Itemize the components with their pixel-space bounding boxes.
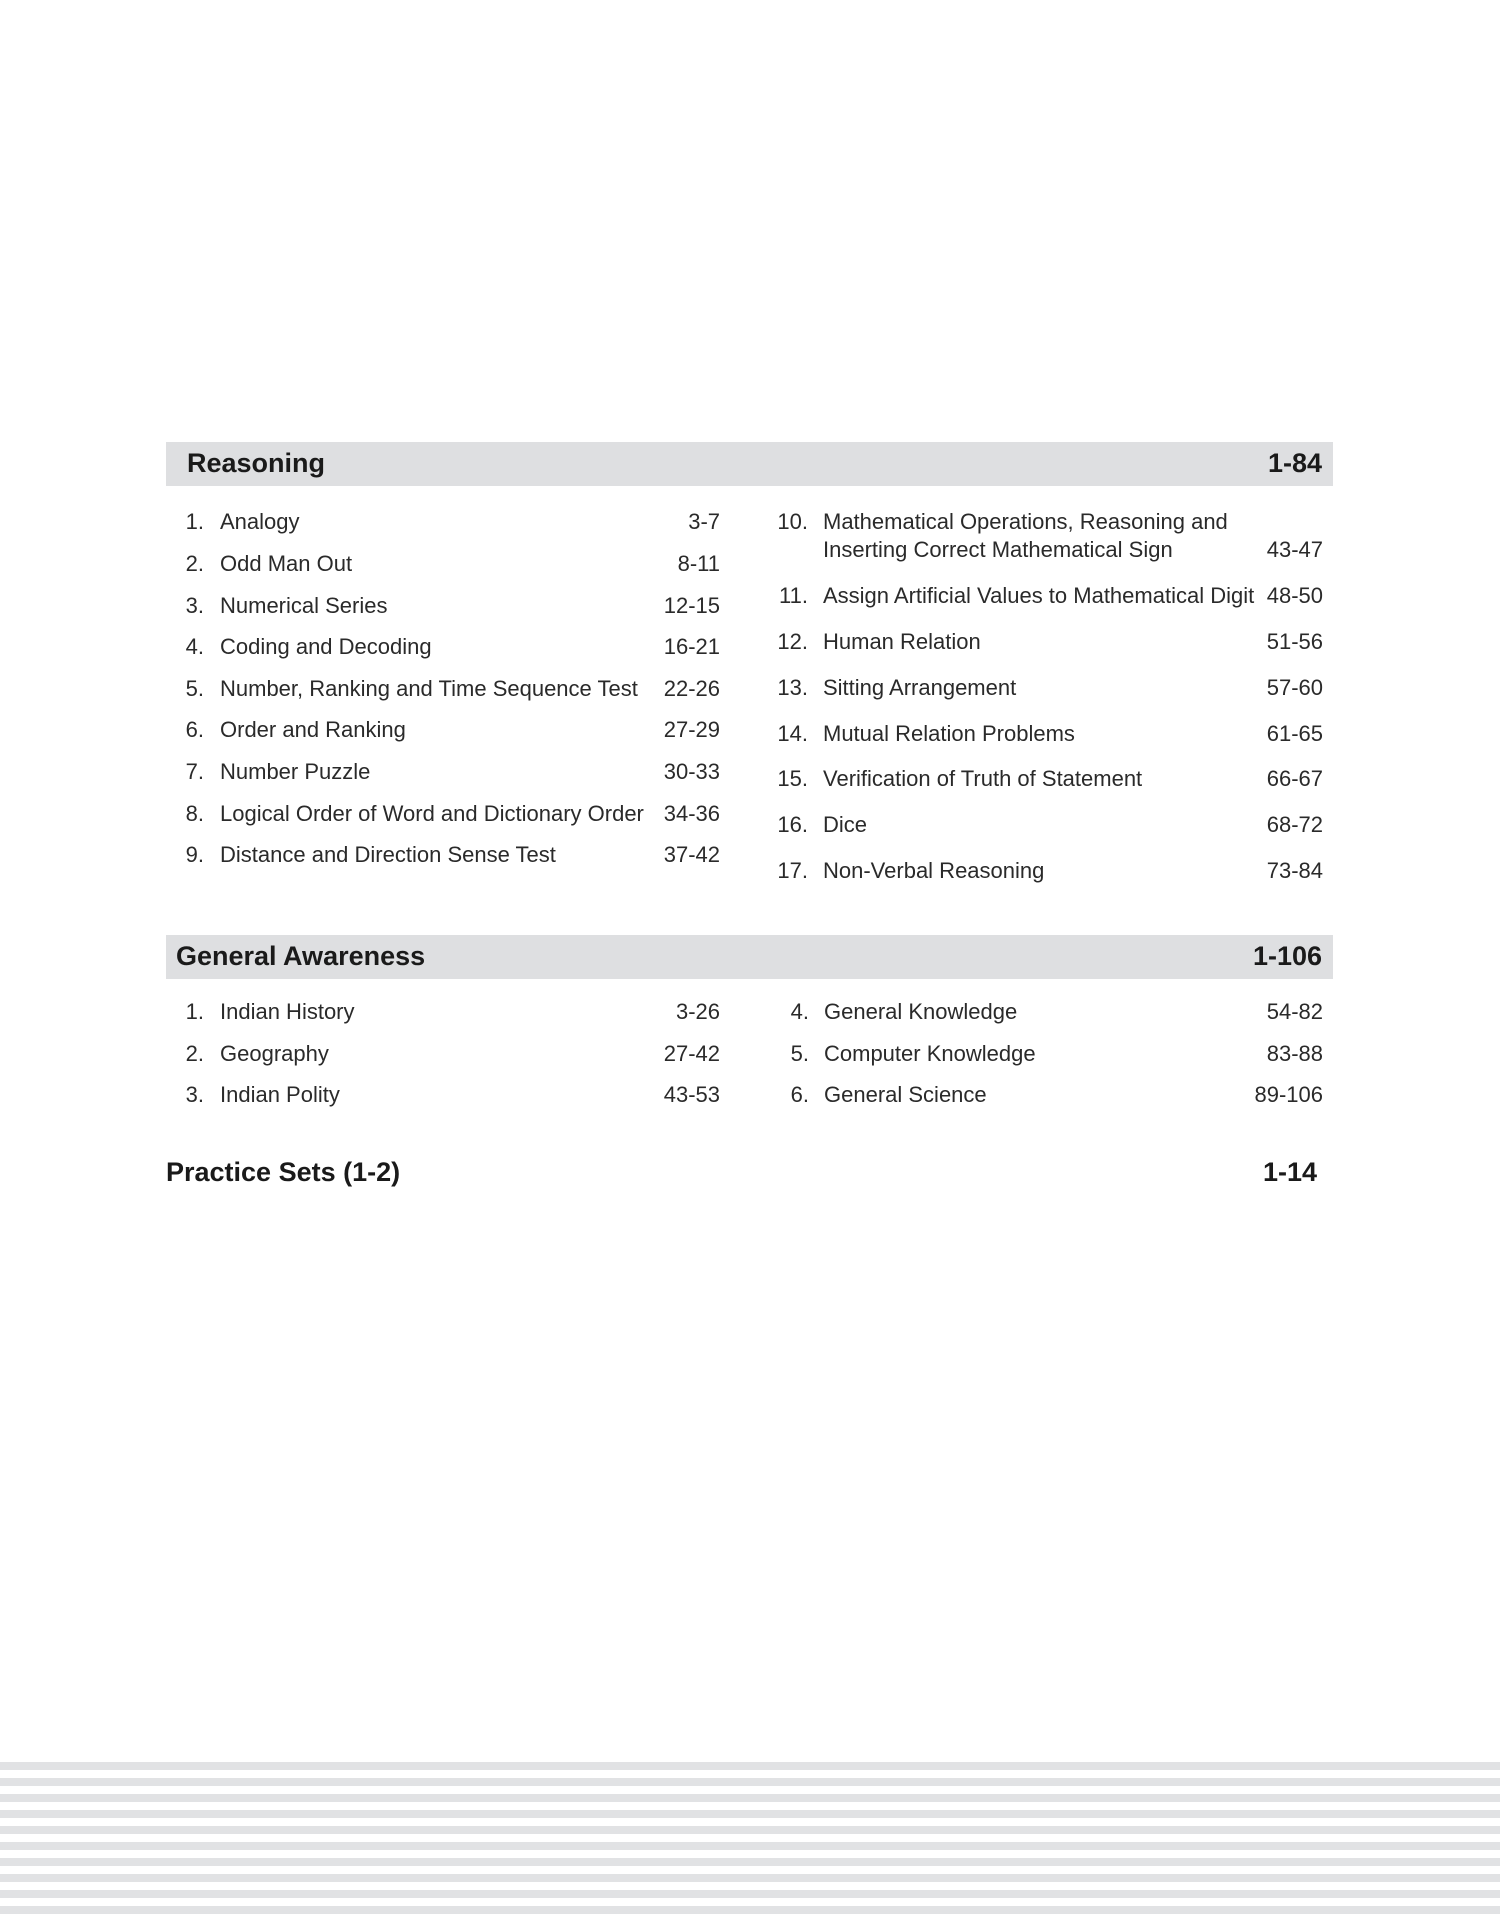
entry-label: Human Relation [823, 629, 981, 654]
entry-number: 10. [777, 509, 808, 534]
entry-number: 3. [185, 1082, 204, 1107]
entry-pages: 73-84 [1266, 858, 1323, 883]
entry-pages: 51-56 [1266, 629, 1323, 654]
entry-label: Number Puzzle [220, 759, 371, 784]
entry-label: General Science [824, 1082, 987, 1107]
entry-label: Mutual Relation Problems [823, 721, 1075, 746]
entry-label: Dice [823, 812, 868, 837]
general-awareness-title: General Awareness [176, 941, 426, 971]
entry-pages: 66-67 [1266, 766, 1323, 791]
reasoning-range: 1-84 [1267, 448, 1322, 478]
entry-label: Analogy [220, 509, 300, 534]
entry-pages: 8-11 [677, 551, 720, 576]
entry-label: Coding and Decoding [220, 634, 432, 659]
entry-label-line2: Inserting Correct Mathematical Sign [823, 537, 1173, 562]
entry-number: 3. [185, 593, 204, 618]
entry-pages: 57-60 [1266, 675, 1323, 700]
decorative-stripes [0, 1762, 1500, 1917]
entry-label: Indian History [220, 999, 355, 1024]
entry-pages: 34-36 [663, 801, 720, 826]
entry-label: Mathematical Operations, Reasoning and [823, 509, 1228, 534]
entry-label: Indian Polity [220, 1082, 340, 1107]
entry-pages: 27-29 [663, 717, 720, 742]
general-awareness-range: 1-106 [1252, 941, 1322, 971]
entry-number: 5. [185, 676, 204, 701]
practice-sets-title: Practice Sets (1-2) [166, 1157, 401, 1187]
reasoning-header [166, 442, 1333, 486]
entry-number: 4. [790, 999, 809, 1024]
general-awareness-header [166, 935, 1333, 979]
entry-label: Logical Order of Word and Dictionary Order [220, 801, 644, 826]
entry-label: Geography [220, 1041, 329, 1066]
entry-number: 16. [777, 812, 808, 837]
entry-pages: 16-21 [663, 634, 720, 659]
entry-pages: 37-42 [663, 842, 720, 867]
entry-pages: 68-72 [1266, 812, 1323, 837]
entry-number: 6. [790, 1082, 809, 1107]
entry-number: 9. [185, 842, 204, 867]
entry-number: 12. [777, 629, 808, 654]
entry-label: Odd Man Out [220, 551, 353, 576]
entry-label: Computer Knowledge [824, 1041, 1036, 1066]
practice-sets-range: 1-14 [1263, 1157, 1318, 1187]
entry-number: 6. [185, 717, 204, 742]
entry-pages: 30-33 [663, 759, 720, 784]
entry-label: Non-Verbal Reasoning [823, 858, 1045, 883]
entry-label: Order and Ranking [220, 717, 406, 742]
entry-number: 4. [185, 634, 204, 659]
entry-pages: 12-15 [663, 593, 720, 618]
entry-number: 15. [777, 766, 808, 791]
entry-number: 2. [185, 1041, 204, 1066]
entry-number: 8. [185, 801, 204, 826]
entry-label: Sitting Arrangement [823, 675, 1017, 700]
entry-number: 1. [185, 509, 204, 534]
entry-pages: 22-26 [663, 676, 720, 701]
entry-number: 5. [790, 1041, 809, 1066]
entry-number: 14. [777, 721, 808, 746]
entry-pages: 54-82 [1266, 999, 1323, 1024]
entry-label: Verification of Truth of Statement [823, 766, 1143, 791]
entry-pages: 83-88 [1266, 1041, 1323, 1066]
entry-label: Distance and Direction Sense Test [220, 842, 556, 867]
entry-label: Number, Ranking and Time Sequence Test [220, 676, 638, 701]
entry-pages: 43-53 [663, 1082, 720, 1107]
entry-number: 1. [185, 999, 204, 1024]
entry-number: 13. [777, 675, 808, 700]
entry-pages: 61-65 [1266, 721, 1323, 746]
entry-label: Numerical Series [220, 593, 388, 618]
entry-pages: 89-106 [1254, 1082, 1323, 1107]
entry-pages: 3-7 [688, 509, 720, 534]
reasoning-title: Reasoning [187, 448, 326, 478]
entry-pages: 3-26 [675, 999, 720, 1024]
entry-pages: 48-50 [1266, 583, 1323, 608]
entry-pages: 43-47 [1266, 537, 1323, 562]
entry-pages: 27-42 [663, 1041, 720, 1066]
entry-label: Assign Artificial Values to Mathematical Digit [823, 583, 1255, 608]
entry-number: 7. [185, 759, 204, 784]
entry-number: 11. [779, 583, 808, 608]
entry-number: 2. [185, 551, 204, 576]
entry-number: 17. [777, 858, 808, 883]
entry-label: General Knowledge [824, 999, 1018, 1024]
